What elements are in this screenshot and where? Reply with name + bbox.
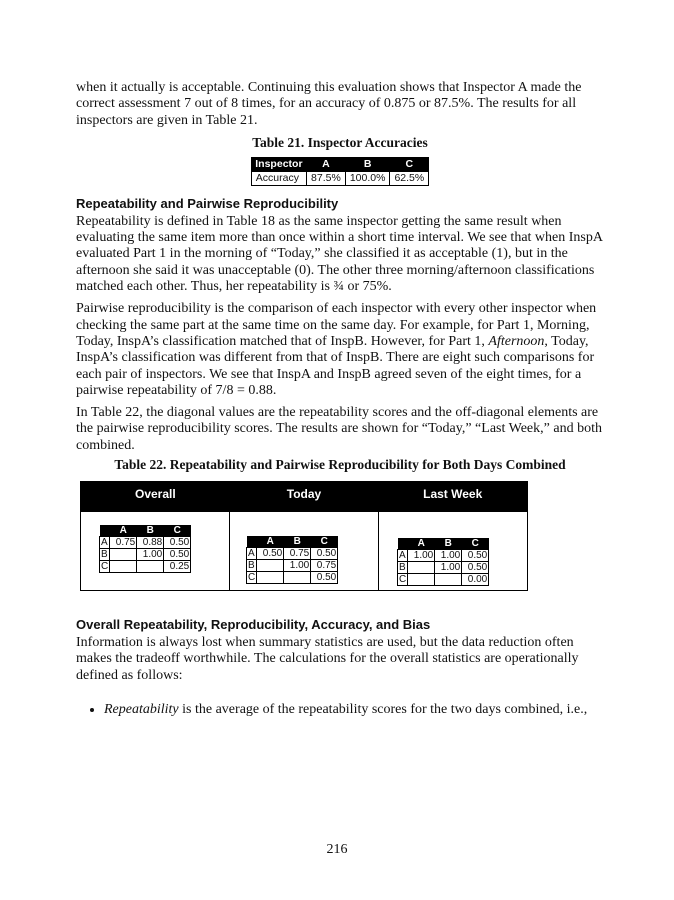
matrix-row-label: C [248,572,256,584]
matrix-today [246,536,338,584]
table22-panel-last-week [378,512,527,590]
matrix-col-header: C [164,525,191,537]
matrix-col-header: C [311,536,338,548]
table22-header [81,482,527,512]
matrix-cell [137,561,164,573]
matrix-cell: 0.25 [164,561,191,573]
matrix-cell [408,562,435,574]
matrix-cell: 0.75 [284,548,311,560]
matrix-row-label: A [247,548,257,560]
matrix-cell [257,560,284,572]
matrix-cell: 0.88 [137,537,164,549]
table22-title-today: Today [286,487,322,502]
table21-header: C [390,157,429,172]
bullet-item-repeatability [104,702,604,718]
paragraph-overall: Information is always lost when summary statistics are used, but the data reduction often makes the tradeoff worthwhile. The calculations for the overall statistics are operationally defined as follows: [76,635,579,683]
matrix-col-header: C [462,538,489,550]
matrix-row-label: B [398,562,408,574]
matrix-cell: 1.00 [435,550,462,562]
matrix-cell [110,561,137,573]
matrix-col-header: A [257,536,284,548]
matrix-corner [100,525,110,537]
table21-header: A [307,157,346,172]
matrix-cell: 0.50 [257,548,284,560]
table22-caption: Table 22. Repeatability and Pairwise Reproducibility for Both Days Combined [114,457,566,473]
table22 [80,481,528,591]
matrix-cell: 1.00 [408,550,435,562]
table22-body [81,512,527,590]
table21-row-label: Accuracy [251,171,306,185]
matrix-cell [110,549,137,561]
matrix-cell: 0.00 [462,574,489,586]
matrix-row-label: C [101,561,109,573]
matrix-row-label: A [100,537,110,549]
table21-header: Inspector [251,157,306,172]
matrix-cell: 1.00 [284,560,311,572]
page-content [76,80,604,718]
intro-paragraph: when it actually is acceptable. Continuing this evaluation shows that Inspector A made the correct assessment 7 out of 8 times, for an accuracy of 0.875 or 87.5%. The results for all inspectors are given in Table 21. [76,80,582,128]
matrix-row-label: B [100,549,110,561]
matrix-cell: 0.50 [164,537,191,549]
matrix-overall [99,525,191,573]
matrix-col-header: B [435,538,462,550]
table21-cell: 87.5% [307,171,346,185]
paragraph-pairwise-b: , Today, InspA’s classification was different from that of InspB. There are eight such comparisons for each pair of inspectors. We see that InspA and InspB agreed seven of the eight times, for a pairwise repeatability of 7/8 = 0.88. [76,333,595,398]
bullet-term: Repeatability [104,701,179,717]
table21-header: B [345,157,390,172]
table21 [251,157,429,186]
matrix-row-label: C [399,574,407,586]
paragraph-pairwise [76,301,604,399]
matrix-cell [257,572,284,584]
paragraph-table22-intro: In Table 22, the diagonal values are the repeatability scores and the off-diagonal elements are the pairwise reproducibility scores. The results are shown for “Today,” “Last Week,” and both combined. [76,405,602,453]
matrix-cell: 0.75 [311,560,338,572]
matrix-row-label: B [247,560,257,572]
matrix-col-header: A [110,525,137,537]
matrix-cell: 0.50 [311,548,338,560]
bullet-list [76,702,604,718]
matrix-cell: 0.50 [311,572,338,584]
matrix-cell [284,572,311,584]
matrix-cell [435,574,462,586]
matrix-row-label: A [398,550,408,562]
table21-cell: 100.0% [345,171,390,185]
matrix-last-week [397,538,489,586]
table22-panel-overall [81,512,229,590]
table22-panel-today [229,512,378,590]
section-heading-repeatability: Repeatability and Pairwise Reproducibility [76,195,339,211]
matrix-cell: 0.50 [462,562,489,574]
matrix-cell: 0.50 [462,550,489,562]
matrix-corner [247,536,257,548]
matrix-cell: 0.75 [110,537,137,549]
matrix-cell [408,574,435,586]
table21-cell: 62.5% [390,171,429,185]
bullet-text: is the average of the repeatability scores for the two days combined, i.e., [178,701,588,717]
matrix-col-header: A [408,538,435,550]
table22-title-last-week: Last Week [423,487,483,502]
matrix-cell: 0.50 [164,549,191,561]
section-heading-overall: Overall Repeatability, Reproducibility, Accuracy, and Bias [76,617,431,633]
matrix-col-header: B [137,525,164,537]
matrix-corner [398,538,408,550]
paragraph-repeatability: Repeatability is defined in Table 18 as the same inspector getting the same result when evaluating the same item more than once within a short time interval. We see that when InspA evaluated Part 1 in the morning of “Today,” she classified it as acceptable (1), but in the afternoon she said it was unacceptable (0). The other three morning/afternoon classifications matched each other. Thus, her repeatability is ¾ or 75%. [76,213,603,295]
paragraph-pairwise-a: Pairwise reproducibility is the comparison of each inspector with every other inspector when checking the same part at the same time on the same day. For example, for Part 1, Morning, Today, InspA’s classification matched that of InspB. However, for Part 1, [76,301,597,349]
matrix-cell: 1.00 [435,562,462,574]
table21-caption: Table 21. Inspector Accuracies [252,134,428,150]
page-number: 216 [326,842,348,857]
table22-title-overall: Overall [134,487,176,502]
paragraph-pairwise-italic: Afternoon [488,333,545,349]
matrix-col-header: B [284,536,311,548]
matrix-cell: 1.00 [137,549,164,561]
